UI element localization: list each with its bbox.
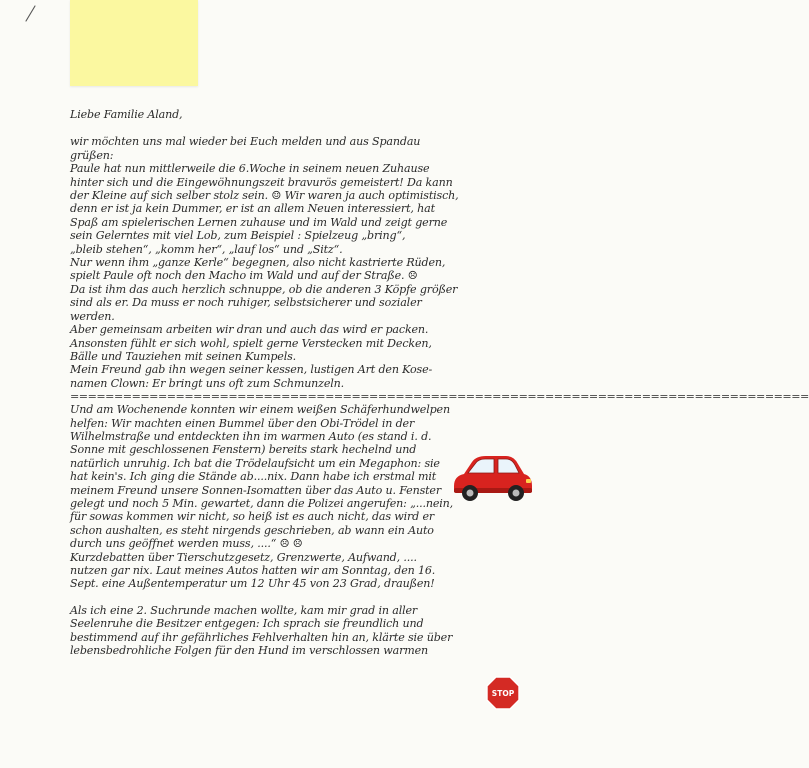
letter-line: der Kleine auf sich selber stolz sein. ☺ Wir waren ja auch optimistisch,	[70, 189, 459, 203]
letter-line: Paule hat nun mittlerweile die 6.Woche in seinem neuen Zuhause	[70, 162, 430, 176]
letter-line: Ansonsten fühlt er sich wohl, spielt gerne Verstecken mit Decken,	[70, 336, 432, 350]
pen-mark-icon	[22, 5, 38, 23]
letter-line: werden.	[70, 309, 115, 323]
letter-line: Seelenruhe die Besitzer entgegen: Ich sprach sie freundlich und	[70, 617, 424, 631]
letter-line: Bälle und Tauziehen mit seinen Kumpels.	[70, 349, 297, 363]
stop-sign-label: STOP	[491, 689, 515, 698]
letter-line: nutzen gar nix. Laut meines Autos hatten wir am Sonntag, den 16.	[70, 564, 436, 577]
salutation: Liebe Familie Aland,	[70, 108, 183, 121]
sticky-note	[70, 0, 198, 86]
letter-line: Wilhelmstraße und entdeckten ihn im warmen Auto (es stand i. d.	[70, 429, 432, 443]
letter-line: helfen: Wir machten einen Bummel über den Obi-Trödel in der	[70, 416, 415, 430]
letter-line: für sowas kommen wir nicht, so heiß ist es auch nicht, das wird er	[70, 510, 435, 524]
letter-line: spielt Paule oft noch den Macho im Wald und auf der Straße. ☹	[70, 269, 418, 283]
letter-line: „bleib stehen“, „komm her“, „lauf los“ und „Sitz“.	[70, 242, 343, 256]
letter-line: sein Gelerntes mit viel Lob, zum Beispiel : Spielzeug „bring“,	[70, 229, 406, 243]
letter-line: hinter sich und die Eingewöhnungszeit bravurös gemeistert! Da kann	[70, 175, 453, 189]
letter-line: Mein Freund gab ihn wegen seiner kessen, lustigen Art den Kose-	[70, 363, 433, 377]
separator-line: ====================================================================================	[70, 390, 809, 404]
letter-line: schon aushalten, es steht nirgends geschrieben, ab wann ein Auto	[70, 523, 434, 537]
letter-line: Da ist ihm das auch herzlich schnuppe, ob die anderen 3 Köpfe größer	[70, 282, 458, 296]
letter-line: wir möchten uns mal wieder bei Euch melden und aus Spandau	[70, 135, 421, 149]
stop-sign-icon	[486, 676, 520, 710]
letter-line: gelegt und noch 5 Min. gewartet, dann die Polizei angerufen: „...nein,	[70, 496, 454, 510]
letter-line: Kurzdebatten über Tierschutzgesetz, Grenzwerte, Aufwand, ....	[70, 550, 417, 564]
letter-line: Spaß am spielerischen Lernen zuhause und im Wald und zeigt gerne	[70, 215, 448, 229]
letter-line: denn er ist ja kein Dummer, er ist an allem Neuen interessiert, hat	[70, 202, 435, 216]
letter-line: Als ich eine 2. Suchrunde machen wollte, kam mir grad in aller	[70, 603, 418, 617]
paragraph-welpe	[70, 403, 482, 591]
letter-line: lebensbedrohliche Folgen für den Hund im verschlossen warmen	[70, 644, 428, 658]
paragraph-besitzer	[70, 604, 482, 658]
letter-line: Und am Wochenende konnten wir einem weißen Schäferhundwelpen	[70, 403, 450, 417]
letter-line: bestimmend auf ihr gefährliches Fehlverhalten hin an, klärte sie über	[70, 630, 453, 644]
letter-line: Aber gemeinsam arbeiten wir dran und auch das wird er packen.	[70, 323, 429, 337]
letter-line: Sept. eine Außentemperatur um 12 Uhr 45 von 23 Grad, draußen!	[70, 577, 435, 591]
letter-line: Nur wenn ihm „ganze Kerle“ begegnen, also nicht kastrierte Rüden,	[70, 256, 446, 270]
letter-line: meinem Freund unsere Sonnen-Isomatten über das Auto u. Fenster	[70, 483, 441, 497]
letter-line: Sonne mit geschlossenen Fenstern) bereits stark hechelnd und	[70, 443, 417, 457]
letter-line: namen Clown: Er bringt uns oft zum Schmunzeln.	[70, 376, 345, 390]
letter-line: hat kein's. Ich ging die Stände ab....nix. Dann habe ich erstmal mit	[70, 470, 437, 484]
letter-line: sind als er. Da muss er noch ruhiger, selbstsicherer und sozialer	[70, 296, 422, 310]
paragraph-paule	[70, 135, 482, 390]
letter-line: natürlich unruhig. Ich bat die Trödelaufsicht um ein Megaphon: sie	[70, 456, 440, 470]
letter-line: grüßen:	[70, 148, 114, 162]
car-icon	[448, 452, 534, 504]
letter-line: durch uns geöffnet werden muss, ....“ ☹ ☹	[70, 537, 303, 551]
letter-body	[70, 108, 809, 658]
